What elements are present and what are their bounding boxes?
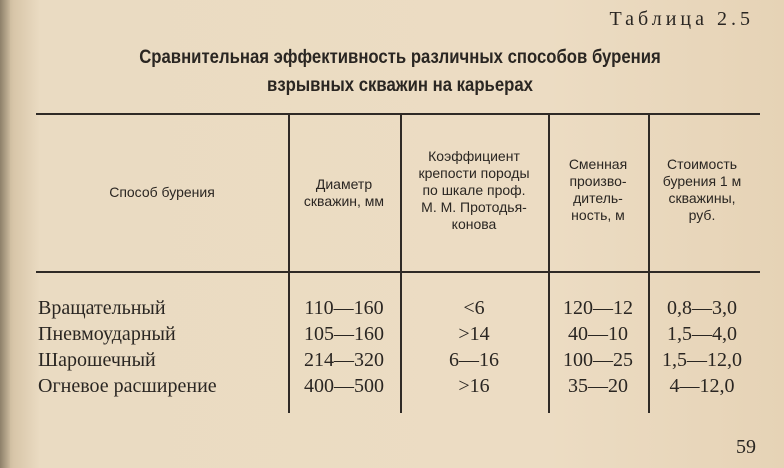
row-diameter: 105—160 <box>304 323 384 345</box>
table-number: Таблица 2.5 <box>609 8 754 30</box>
row-coefficient: >14 <box>458 323 490 345</box>
row-productivity: 120—12 <box>563 297 633 319</box>
row-productivity: 40—10 <box>568 323 628 345</box>
table-title-line-2: взрывных скважин на карьерах <box>267 75 533 96</box>
row-diameter: 214—320 <box>304 349 384 371</box>
table-top-rule <box>36 113 760 115</box>
row-method: Вращательный <box>38 297 166 319</box>
row-diameter: 110—160 <box>304 297 384 319</box>
row-cost: 0,8—3,0 <box>667 297 737 319</box>
row-cost: 1,5—4,0 <box>667 323 737 345</box>
row-method: Огневое расширение <box>38 375 217 397</box>
header-cost: Стоимость бурения 1 м скважины, руб. <box>662 156 742 223</box>
row-coefficient: <6 <box>463 297 485 319</box>
row-method: Пневмоударный <box>38 323 176 345</box>
row-coefficient: >16 <box>458 375 490 397</box>
row-cost: 4—12,0 <box>669 375 735 397</box>
header-coefficient: Коэффициент крепости породы по шкале проф. М. М. Протодья- конова <box>418 148 530 232</box>
table-header-rule <box>36 271 760 273</box>
row-method: Шарошечный <box>38 349 156 371</box>
header-productivity: Сменная произво- дитель- ность, м <box>568 156 628 223</box>
book-spine-shadow <box>0 0 10 468</box>
row-coefficient: 6—16 <box>449 349 499 371</box>
header-method: Способ бурения <box>109 184 215 200</box>
row-cost: 1,5—12,0 <box>662 349 742 371</box>
row-productivity: 35—20 <box>568 375 628 397</box>
row-productivity: 100—25 <box>563 349 633 371</box>
row-diameter: 400—500 <box>304 375 384 397</box>
page-number: 59 <box>736 436 756 458</box>
header-diameter: Диаметр скважин, мм <box>303 176 385 209</box>
table-title-line-1: Сравнительная эффективность различных способов бурения <box>139 47 661 68</box>
